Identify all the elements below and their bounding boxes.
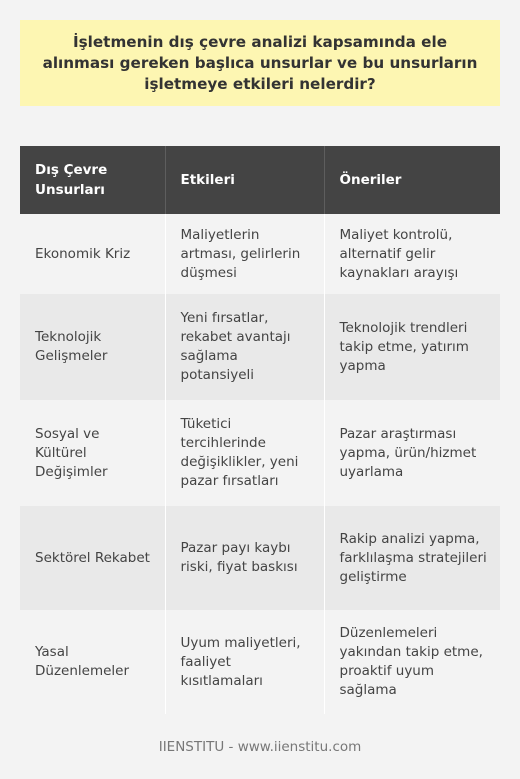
table-cell-factor: Sosyal ve Kültürel Değişimler [20,400,165,506]
table-row [20,214,500,294]
table-row [20,610,500,714]
column-header-factors: Dış Çevre Unsurları [20,146,165,214]
table-cell-effect: Tüketici tercihlerinde değişiklikler, yeni pazar fırsatları [165,400,324,506]
column-header-effects: Etkileri [165,146,324,214]
table-cell-recommendation: Rakip analizi yapma, farklılaşma stratejileri geliştirme [324,506,500,610]
table-cell-effect: Maliyetlerin artması, gelirlerin düşmesi [165,214,324,294]
table-cell-recommendation: Teknolojik trendleri takip etme, yatırım yapma [324,294,500,400]
table-cell-recommendation: Düzenlemeleri yakından takip etme, proaktif uyum sağlama [324,610,500,714]
question-banner [20,20,500,106]
table-row [20,506,500,610]
table-cell-recommendation: Pazar araştırması yapma, ürün/hizmet uyarlama [324,400,500,506]
table-cell-recommendation: Maliyet kontrolü, alternatif gelir kaynakları arayışı [324,214,500,294]
page-title: İşletmenin dış çevre analizi kapsamında ele alınması gereken başlıca unsurlar ve bu unsurların işletmeye etkileri nelerdir? [42,32,478,93]
table-row [20,294,500,400]
table-header-row [20,146,500,214]
table-cell-factor: Teknolojik Gelişmeler [20,294,165,400]
table-cell-effect: Yeni fırsatlar, rekabet avantajı sağlama potansiyeli [165,294,324,400]
table-cell-factor: Sektörel Rekabet [20,506,165,610]
table-cell-factor: Yasal Düzenlemeler [20,610,165,714]
footer-credit: IIENSTITU - www.iienstitu.com [158,739,362,755]
table-row [20,400,500,506]
table-cell-effect: Pazar payı kaybı riski, fiyat baskısı [165,506,324,610]
analysis-table [20,146,500,714]
table-cell-effect: Uyum maliyetleri, faaliyet kısıtlamaları [165,610,324,714]
table-cell-factor: Ekonomik Kriz [20,214,165,294]
column-header-recommendations: Öneriler [324,146,500,214]
